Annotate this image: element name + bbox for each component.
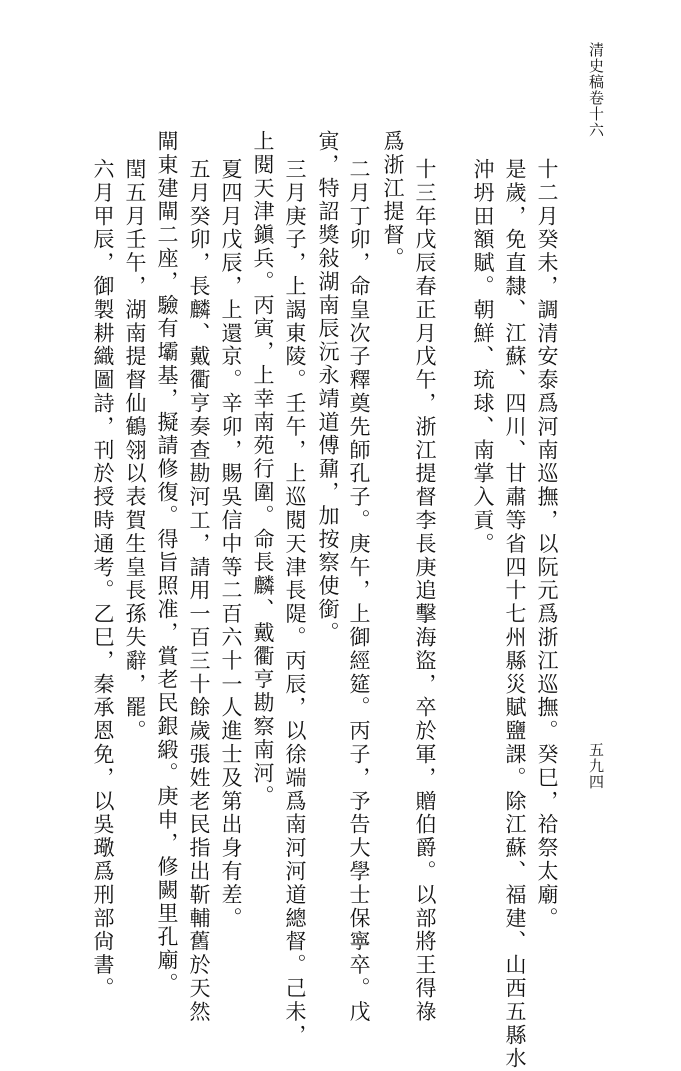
text-column: 閏五月壬午，湖南提督仙鶴翎以表賀生皇長孫失辭，罷。 [123, 158, 147, 743]
running-title: 清史稿卷十六 [587, 42, 605, 138]
text-column: 十二月癸未，調清安泰爲河南巡撫，以阮元爲浙江巡撫。癸巳，祫祭太廟。 [535, 158, 559, 931]
text-column: 寅，特詔獎敍湖南辰沅永靖道傅鼐，加按察使銜。 [316, 130, 340, 645]
page-number: 五九四 [587, 742, 605, 790]
text-column: 六月甲辰，御製耕織圖詩，刊於授時通考。乙巳，秦承恩免，以吳璥爲刑部尙書。 [91, 158, 115, 1001]
text-column: 二月丁卯，命皇次子釋奠先師孔子。庚午，上御經筵。丙子，予告大學士保寧卒。戊 [347, 158, 371, 1024]
text-column: 夏四月戊辰，上還京。辛卯，賜吳信中等二百六十一人進士及第出身有差。 [219, 158, 243, 931]
text-column: 三月庚子，上謁東陵。壬午，上巡閱天津長隄。丙辰，以徐端爲南河河道總督。己未， [283, 158, 307, 1048]
text-column: 五月癸卯，長麟、戴衢亨奏查勘河工，請用一百三十餘歲張姓老民指出靳輔舊於天然 [187, 158, 211, 1024]
text-column: 爲浙江提督。 [381, 130, 405, 271]
text-column: 沖坍田額賦。朝鮮、琉球、南掌入貢。 [471, 158, 495, 556]
text-column: 上閱天津鎭兵。丙寅，上幸南苑行圍。命長麟、戴衢亨勘察南河。 [251, 130, 275, 809]
text-column: 閘東建閘二座，驗有壩基，擬請修復。得旨照准，賞老民銀緞。庚申，修闕里孔廟。 [155, 130, 179, 996]
text-column: 是歲，免直隸、江蘇、四川、甘肅等省四十七州縣災賦鹽課。除江蘇、福建、山西五縣水 [503, 158, 527, 1071]
text-column: 十三年戊辰春正月戊午，浙江提督李長庚追擊海盜，卒於軍，贈伯爵。以部將王得祿 [413, 158, 437, 1024]
